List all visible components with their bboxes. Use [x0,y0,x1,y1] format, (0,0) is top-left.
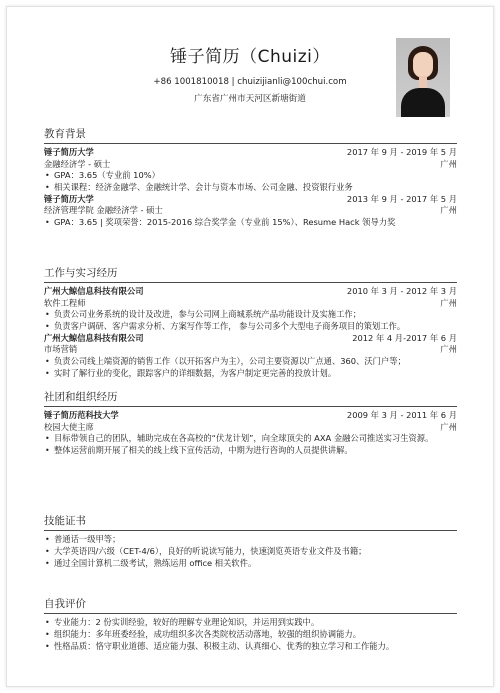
bullet-list [44,356,457,380]
list-item: • 目标带领自己的团队，辅助完成在各高校的“伏龙计划”，向全球顶尖的 AXA 金融公司推送实习生资源。 [44,433,457,445]
list-item: • 负责公司线上端资源的销售工作（以开拓客户为主），公司主要资源以广点通、360、沃门户等； [44,356,457,368]
list-item: • 大学英语四/六级（CET-4/6），良好的听说读写能力，快速浏览英语专业文件及书籍； [44,546,457,558]
list-item: • GPA：3.65 | 奖项荣誉：2015-2016 综合奖学金（专业前 15%）、Resume Hack 领导力奖 [44,217,457,229]
entry-date: 2017 年 9 月 - 2019 年 5 月 [346,147,457,157]
bullet-list [44,217,457,229]
section-title: 教育背景 [44,126,457,144]
entry-subheader [44,422,457,434]
list-item: • 实时了解行业的变化，跟踪客户的详细数据，为客户制定更完善的投放计划。 [44,368,457,380]
list-item: • 整体运营前期开展了相关的线上线下宣传活动，中期为进行咨询的人员提供讲解。 [44,445,457,457]
list-item: • 性格品质：恪守职业道德、适应能力强、积极主动、认真细心、优秀的独立学习和工作能力。 [44,641,457,653]
entry-header [44,333,457,345]
contact-info: +86 1001810018 | chuizijianli@100chui.com [153,77,347,87]
work-section [44,265,457,380]
entry-location: 广州 [440,205,457,216]
section-title: 自我评价 [44,596,457,614]
list-item: • 负责公司业务系统的设计及改进，参与公司网上商城系统产品功能设计及实施工作； [44,309,457,321]
list-item: • 专业能力：2 份实训经验，较好的理解专业理论知识，并运用到实践中。 [44,617,457,629]
entry-date: 2012 年 4 月-2017 年 6 月 [352,332,457,343]
club-role: 校园大使主席 [44,421,94,432]
degree: 经济管理学院 金融经济学 - 硕士 [44,205,163,216]
entry-subheader [44,298,457,310]
job-role: 软件工程师 [44,297,86,308]
entry-subheader [44,344,457,356]
entry-header [44,147,457,159]
profile-photo [396,38,450,117]
entry-date: 2009 年 3 月 - 2011 年 6 月 [346,410,457,420]
section-title: 社团和组织经历 [44,389,457,407]
bullet-list [44,170,457,194]
entry-date: 2010 年 3 月 - 2012 年 3 月 [346,286,457,296]
bullet-list [44,534,457,569]
list-item: • 组织能力：多年班委经验，成功组织多次各类院校活动落地，较强的组织协调能力。 [44,629,457,641]
bullet-list [44,617,457,652]
list-item: • 普通话一级甲等； [44,534,457,546]
degree: 金融经济学 - 硕士 [44,158,111,169]
organization-name: 锤子简历范科技大学 [44,410,119,420]
entry-location: 广州 [440,158,457,169]
section-title: 工作与实习经历 [44,265,457,283]
entry-location: 广州 [440,344,457,355]
list-item: • 负责客户调研、客户需求分析、方案写作等工作， 参与公司多个大型电子商务项目的策划工作。 [44,321,457,333]
self-evaluation-section [44,596,457,652]
bullet-list [44,433,457,457]
entry-header [44,410,457,422]
education-section [44,126,457,229]
entry-location: 广州 [440,421,457,432]
section-title: 技能证书 [44,513,457,531]
entry-date: 2013 年 9 月 - 2017 年 5 月 [346,193,457,204]
school-name: 锤子简历大学 [44,193,94,204]
clubs-section [44,389,457,457]
job-role: 市场营销 [44,344,78,355]
entry-header [44,286,457,298]
skills-section [44,513,457,569]
entry-location: 广州 [440,297,457,308]
entry-subheader [44,205,457,217]
entry-header [44,194,457,206]
candidate-name: 锤子简历（Chuizi） [170,47,330,67]
company-name: 广州大鲸信息科技有限公司 [44,286,144,296]
list-item: • 通过全国计算机二级考试，熟练运用 office 相关软件。 [44,558,457,570]
company-name: 广州大鲸信息科技有限公司 [44,332,144,343]
school-name: 锤子简历大学 [44,147,94,157]
bullet-list [44,309,457,333]
list-item: • GPA：3.65（专业前 10%） [44,170,457,182]
entry-subheader [44,159,457,171]
address: 广东省广州市天河区新塘街道 [194,94,306,104]
list-item: • 相关课程：经济金融学、金融统计学、会计与资本市场、公司金融、投资银行业务 [44,182,457,194]
